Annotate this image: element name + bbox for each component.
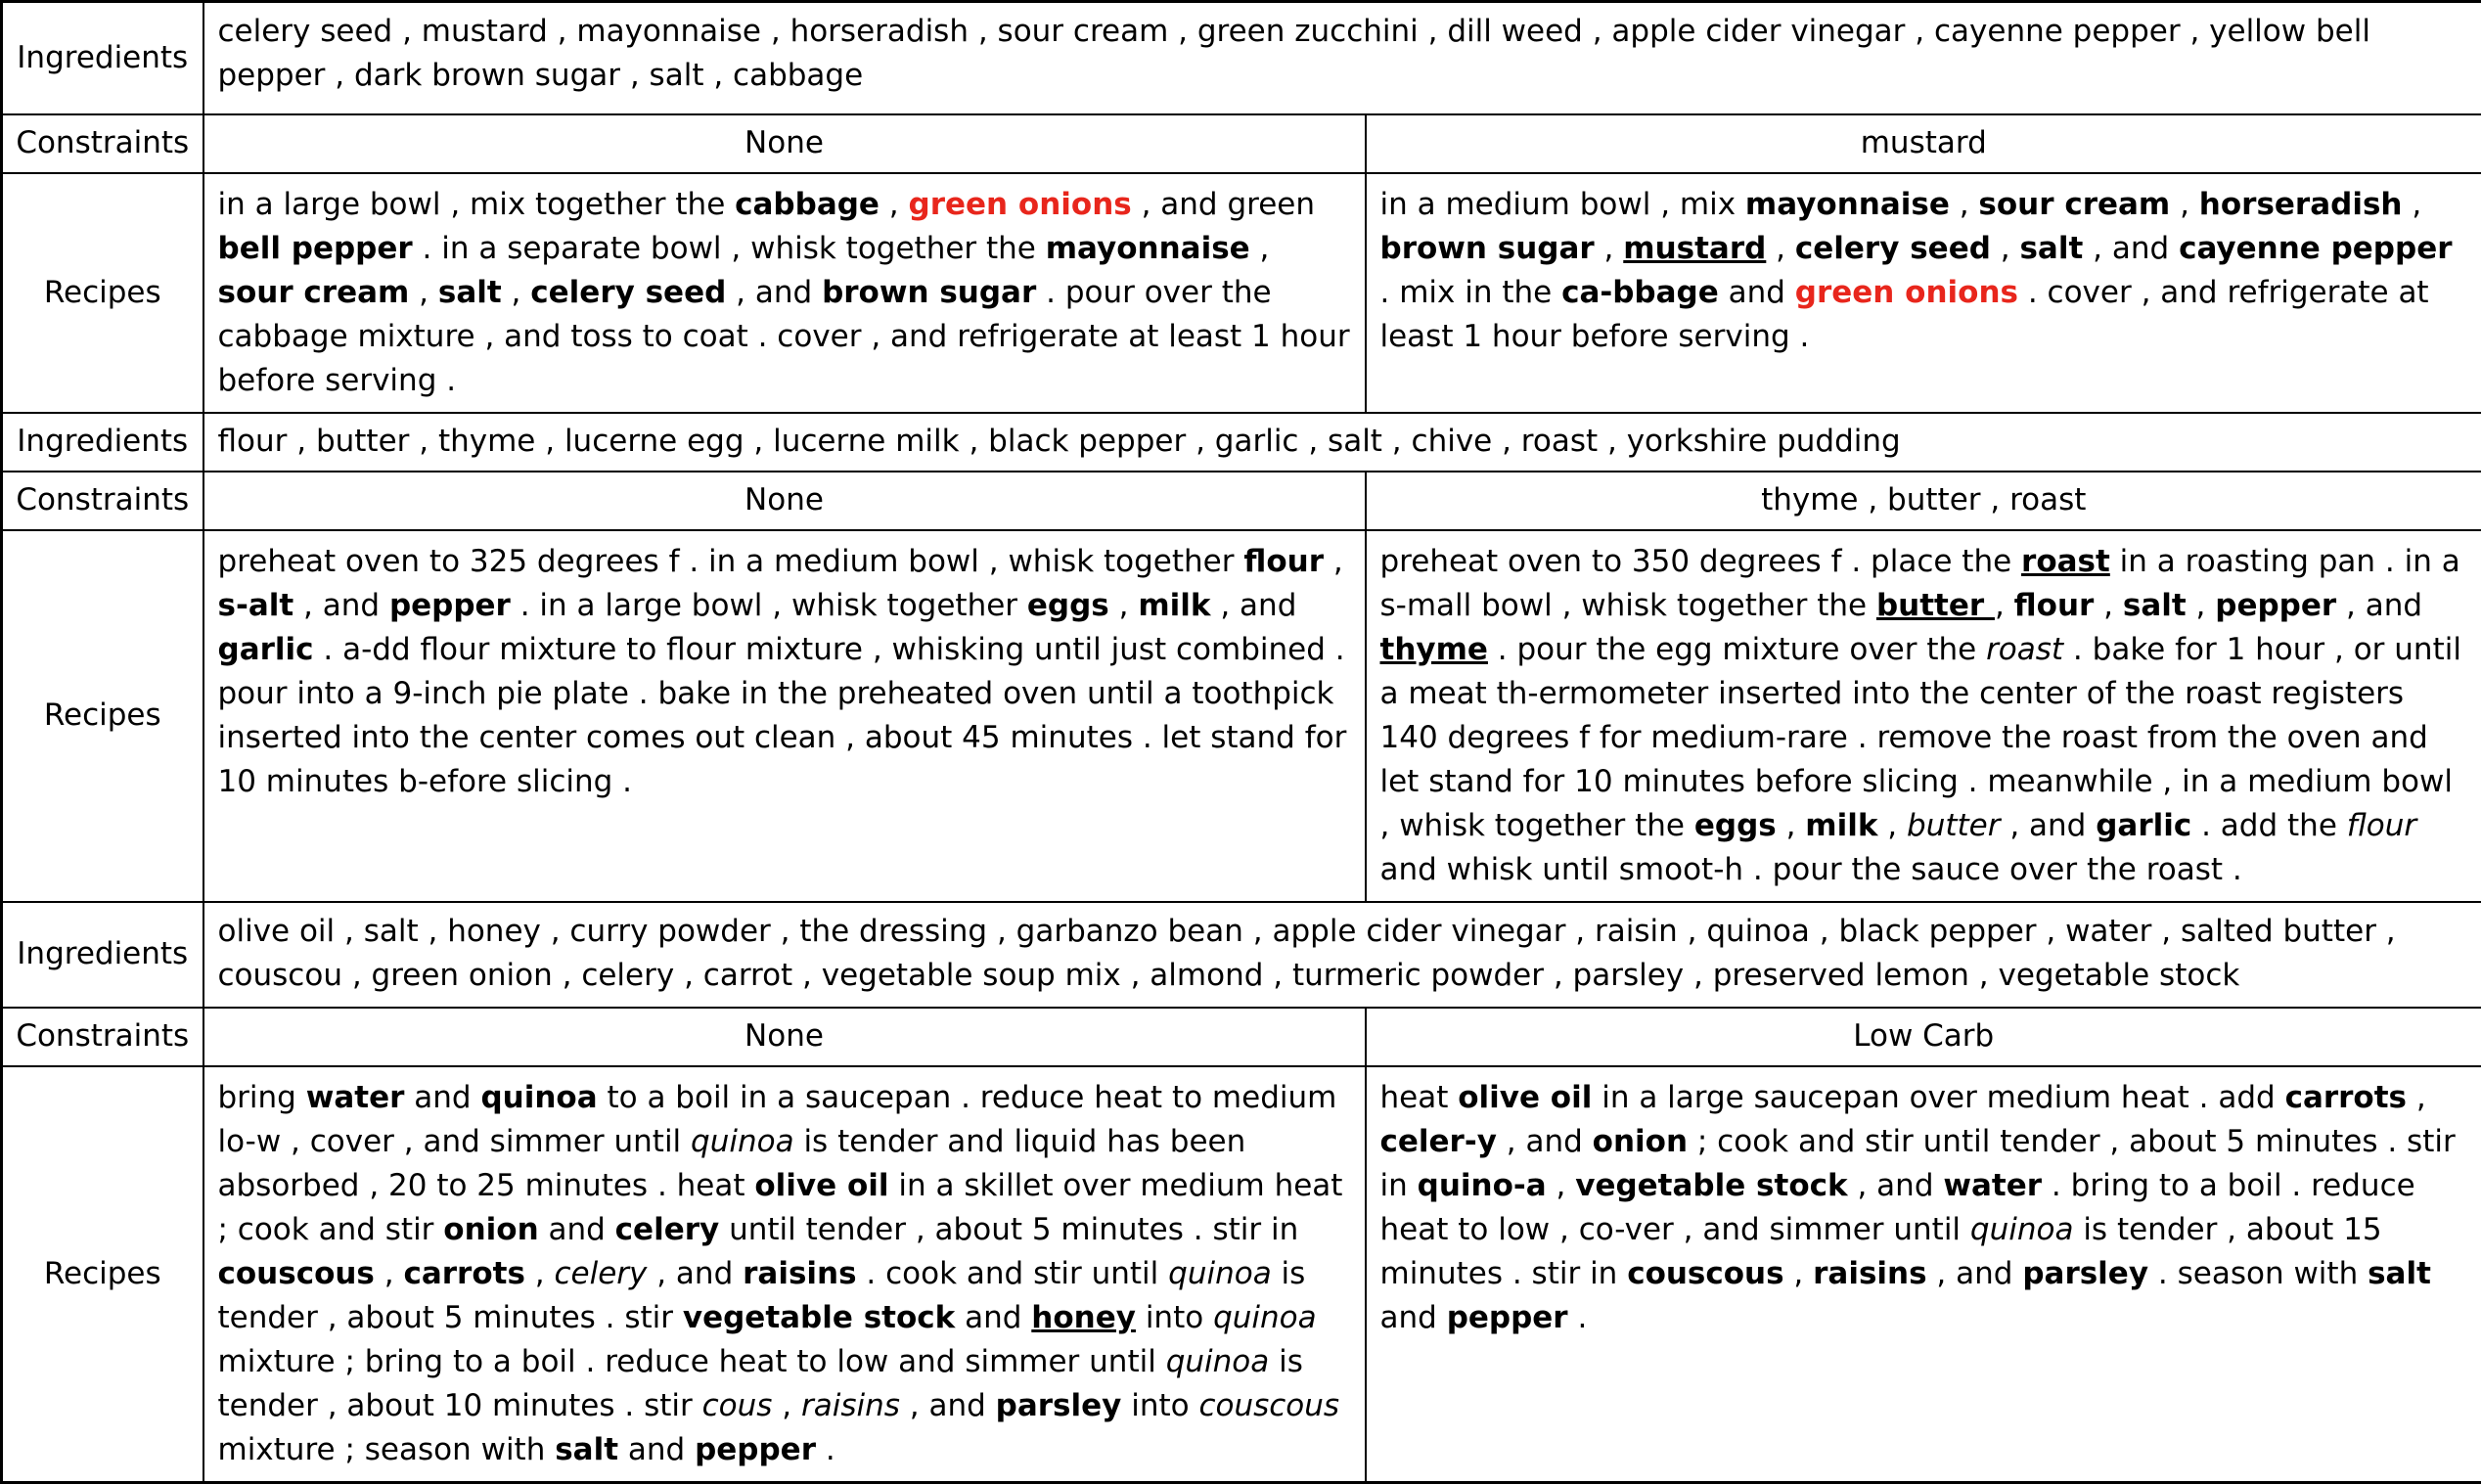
recipe-text: . add the xyxy=(2191,808,2347,843)
ingredient-mention: bell pepper xyxy=(218,231,413,266)
recipe-text: . xyxy=(816,1432,835,1467)
recipe-text: , xyxy=(1877,808,1907,843)
constraint-none: None xyxy=(203,472,1366,530)
ingredient-mention: celer-y xyxy=(1380,1124,1497,1159)
ingredient-mention: carrots xyxy=(2285,1080,2407,1115)
constraints-label: Constraints xyxy=(2,472,203,530)
ingredient-mention: pepper xyxy=(2215,588,2336,623)
recipes-row xyxy=(2,1066,2481,1483)
recipe-text: is tender and liquid has been absorbed , 20 to 25 minutes . heat xyxy=(218,1124,1246,1203)
constraint-ingredient: honey xyxy=(1031,1300,1136,1335)
recipe-text: , xyxy=(1547,1168,1576,1203)
recipe-text: . in a separate bowl , whisk together the xyxy=(413,231,1046,266)
ingredient-mention: quino-a xyxy=(1418,1168,1547,1203)
ingredients-row xyxy=(2,2,2481,114)
recipe-text: and xyxy=(1719,275,1795,310)
recipe-text: , xyxy=(1991,231,2020,266)
ingredients-row xyxy=(2,413,2481,472)
ingredient-mention: horseradish xyxy=(2199,187,2403,222)
ingredient-reference: cous xyxy=(702,1388,773,1423)
recipe-constrained xyxy=(1366,530,2481,902)
recipe-text: in a skillet over medium heat ; cook and stir xyxy=(218,1168,1343,1247)
ingredient-mention: eggs xyxy=(1027,588,1109,623)
recipe-text: . pour the egg mixture over the xyxy=(1488,632,1986,667)
ingredient-reference: quinoa xyxy=(691,1124,794,1159)
ingredient-mention: celery seed xyxy=(1795,231,1991,266)
recipe-text: until tender , about 5 minutes . stir in xyxy=(719,1212,1298,1247)
recipe-text: , xyxy=(1324,544,1343,579)
recipes-row xyxy=(2,530,2481,902)
constraint-ingredient: roast xyxy=(2021,544,2110,579)
recipe-text: , and xyxy=(1497,1124,1593,1159)
ingredient-reference: quinoa xyxy=(1213,1300,1317,1335)
constraint-ingredient: butter xyxy=(1876,588,1995,623)
ingredient-mention: salt xyxy=(2123,588,2187,623)
constraint-value: thyme , butter , roast xyxy=(1366,472,2481,530)
ingredient-reference: roast xyxy=(1986,632,2063,667)
recipe-text: in a medium bowl , mix xyxy=(1380,187,1745,222)
ingredient-mention: salt xyxy=(2019,231,2083,266)
ingredient-mention: parsley xyxy=(2022,1256,2148,1291)
constraint-none: None xyxy=(203,114,1366,173)
ingredient-mention: eggs xyxy=(1694,808,1777,843)
recipe-text: is tender , about 15 minutes . stir in xyxy=(1380,1212,2382,1291)
recipe-text: , and xyxy=(1848,1168,1944,1203)
recipe-text: . mix in the xyxy=(1380,275,1562,310)
recipe-unconstrained xyxy=(203,530,1366,902)
recipes-row xyxy=(2,173,2481,413)
ingredient-mention: parsley xyxy=(996,1388,1122,1423)
recipe-text: , xyxy=(1784,1256,1814,1291)
ingredient-mention: flour xyxy=(2014,588,2095,623)
recipe-text: preheat oven to 325 degrees f . in a medium bowl , whisk together xyxy=(218,544,1244,579)
recipe-text: , and xyxy=(647,1256,743,1291)
recipe-text: and whisk until smoot-h . pour the sauce over the roast . xyxy=(1380,852,2242,887)
constraints-label: Constraints xyxy=(2,114,203,173)
recipe-text: and xyxy=(539,1212,615,1247)
recipe-text: . pour over the cabbage mixture , and toss to coat . cover , and refrigerate at least 1 hour before serving . xyxy=(218,275,1350,398)
ingredient-mention: ca-bbage xyxy=(1561,275,1719,310)
ingredient-mention: salt xyxy=(555,1432,618,1467)
recipe-unconstrained xyxy=(203,173,1366,413)
recipe-constrained xyxy=(1366,173,2481,413)
recipe-text: , and xyxy=(900,1388,996,1423)
recipes-label: Recipes xyxy=(2,1066,203,1483)
ingredient-reference: celery xyxy=(554,1256,647,1291)
ingredient-mention: cayenne pepper xyxy=(2179,231,2452,266)
ingredient-reference: butter xyxy=(1907,808,2000,843)
ingredient-mention: pepper xyxy=(1447,1300,1568,1335)
recipe-text: . xyxy=(1568,1300,1588,1335)
ingredient-mention: brown sugar xyxy=(822,275,1036,310)
recipe-text: in a large bowl , mix together the xyxy=(218,187,736,222)
recipes-label: Recipes xyxy=(2,530,203,902)
ingredient-mention: olive oil xyxy=(754,1168,888,1203)
ingredient-mention: raisins xyxy=(743,1256,856,1291)
recipe-text: into xyxy=(1136,1300,1213,1335)
ingredient-reference: quinoa xyxy=(1970,1212,2074,1247)
ingredient-mention: sour cream xyxy=(218,275,410,310)
recipe-text: heat xyxy=(1380,1080,1459,1115)
recipe-text: , xyxy=(772,1388,801,1423)
recipe-text: bring xyxy=(218,1080,306,1115)
recipe-text: , xyxy=(1995,588,2014,623)
recipe-text: , xyxy=(502,275,531,310)
recipe-text: , xyxy=(2407,1080,2426,1115)
recipe-text: ; cook and stir until tender , about 5 minutes . stir in xyxy=(1380,1124,2456,1203)
ingredient-mention: celery seed xyxy=(530,275,726,310)
ingredient-mention: pepper xyxy=(389,588,511,623)
ingredient-mention: mayonnaise xyxy=(1046,231,1250,266)
recipe-text: , and xyxy=(1927,1256,2023,1291)
ingredient-mention: water xyxy=(306,1080,405,1115)
ingredient-mention: garlic xyxy=(2096,808,2191,843)
recipe-constrained xyxy=(1366,1066,2481,1483)
ingredient-mention: cabbage xyxy=(735,187,880,222)
recipe-text: . cook and stir until xyxy=(857,1256,1169,1291)
constraint-ingredient: thyme xyxy=(1380,632,1488,667)
ingredient-mention: salt xyxy=(2368,1256,2431,1291)
recipe-text: , xyxy=(2402,187,2421,222)
recipe-text: in a large saucepan over medium heat . add xyxy=(1592,1080,2284,1115)
recipe-text: , xyxy=(409,275,438,310)
recipes-label: Recipes xyxy=(2,173,203,413)
recipe-text: preheat oven to 350 degrees f . place the xyxy=(1380,544,2022,579)
recipe-text: . season with xyxy=(2148,1256,2368,1291)
recipe-text: and xyxy=(1380,1300,1447,1335)
recipe-unconstrained xyxy=(203,1066,1366,1483)
ingredient-mention: onion xyxy=(443,1212,538,1247)
recipe-text: , and xyxy=(1210,588,1296,623)
ingredients-list: celery seed , mustard , mayonnaise , horseradish , sour cream , green zucchini , dill weed , apple cider vinegar , cayenne pepper , yellow bell pepper , dark brown sugar , salt , cabbage xyxy=(203,2,2481,114)
recipe-text: , and xyxy=(2000,808,2096,843)
ingredient-mention: sour cream xyxy=(1978,187,2170,222)
ingredient-mention: couscous xyxy=(218,1256,375,1291)
recipe-text: . cover , and refrigerate at least 1 hour before serving . xyxy=(1380,275,2429,354)
ingredients-list: olive oil , salt , honey , curry powder , the dressing , garbanzo bean , apple cider vinegar , raisin , quinoa , black pepper , water , salted butter , couscou , green onion , celery , carrot , vegetable soup mix , almond , turmeric powder , parsley , preserved lemon , vegetable stock xyxy=(203,902,2481,1008)
recipe-text: , xyxy=(1777,808,1806,843)
recipe-text: , and green xyxy=(1132,187,1315,222)
recipe-text: and xyxy=(618,1432,695,1467)
recipe-text: , xyxy=(1950,187,1979,222)
ingredient-mention: mayonnaise xyxy=(1745,187,1950,222)
ingredients-label: Ingredients xyxy=(2,2,203,114)
recipe-text: , xyxy=(1250,231,1270,266)
recipe-text: . bring to a boil . reduce heat to low , co-ver , and simmer until xyxy=(1380,1168,2415,1247)
ingredients-label: Ingredients xyxy=(2,413,203,472)
hallucinated-ingredient: green onions xyxy=(1795,275,2018,310)
recipe-text: , and xyxy=(293,588,389,623)
recipe-text: and xyxy=(955,1300,1031,1335)
recipe-text: in a roasting pan . in a s-mall bowl , whisk together the xyxy=(1380,544,2460,623)
ingredient-mention: vegetable stock xyxy=(1575,1168,1847,1203)
ingredient-reference: quinoa xyxy=(1168,1256,1272,1291)
recipe-text: , and xyxy=(726,275,822,310)
ingredient-reference: couscous xyxy=(1198,1388,1339,1423)
recipe-text: , xyxy=(1766,231,1795,266)
constraint-value: Low Carb xyxy=(1366,1008,2481,1066)
ingredient-mention: brown sugar xyxy=(1380,231,1595,266)
recipe-text: , xyxy=(375,1256,404,1291)
ingredients-label: Ingredients xyxy=(2,902,203,1008)
recipe-text: . a-dd flour mixture to flour mixture , whisking until just combined . pour into a 9-inch pie plate . bake in the preheated oven until a toothpick inserted into the center comes out clean , about 45 minutes . let stand for 10 minutes b-efore slicing . xyxy=(218,632,1347,799)
ingredient-reference: raisins xyxy=(801,1388,900,1423)
ingredient-mention: olive oil xyxy=(1458,1080,1592,1115)
recipe-text: , xyxy=(2094,588,2123,623)
ingredient-reference: flour xyxy=(2347,808,2416,843)
recipe-text: , and xyxy=(2083,231,2179,266)
ingredient-mention: garlic xyxy=(218,632,314,667)
ingredient-mention: salt xyxy=(438,275,502,310)
ingredient-mention: onion xyxy=(1593,1124,1688,1159)
recipe-text: is tender , about 10 minutes . stir xyxy=(218,1344,1303,1423)
recipe-text: mixture ; bring to a boil . reduce heat to low and simmer until xyxy=(218,1344,1166,1379)
recipe-text: into xyxy=(1121,1388,1198,1423)
constraint-value: mustard xyxy=(1366,114,2481,173)
recipe-text: and xyxy=(404,1080,480,1115)
recipe-text: . bake for 1 hour , or until a meat th-ermometer inserted into the center of the roast registers 140 degrees f for medium-rare . remove the roast from the oven and let stand for 10 minutes before slicing . meanwhile , in a medium bowl , whisk together the xyxy=(1380,632,2461,843)
recipe-text: , xyxy=(1109,588,1139,623)
hallucinated-ingredient: green onions xyxy=(909,187,1132,222)
constraint-ingredient: mustard xyxy=(1623,231,1766,266)
ingredient-mention: pepper xyxy=(695,1432,816,1467)
recipe-text: mixture ; season with xyxy=(218,1432,556,1467)
ingredient-reference: quinoa xyxy=(1166,1344,1270,1379)
recipe-text: , xyxy=(1595,231,1624,266)
ingredient-mention: milk xyxy=(1138,588,1210,623)
ingredient-mention: milk xyxy=(1805,808,1877,843)
ingredients-row xyxy=(2,902,2481,1008)
constraint-none: None xyxy=(203,1008,1366,1066)
recipe-text: , xyxy=(880,187,909,222)
ingredient-mention: s-alt xyxy=(218,588,294,623)
ingredient-mention: couscous xyxy=(1627,1256,1783,1291)
ingredient-mention: flour xyxy=(1243,544,1324,579)
constraints-row xyxy=(2,1008,2481,1066)
recipe-text: . in a large bowl , whisk together xyxy=(511,588,1027,623)
ingredient-mention: raisins xyxy=(1813,1256,1926,1291)
recipe-text: is tender , about 5 minutes . stir xyxy=(218,1256,1306,1335)
ingredient-mention: celery xyxy=(615,1212,720,1247)
recipe-text: , and xyxy=(2336,588,2422,623)
recipe-text: , xyxy=(2170,187,2199,222)
recipe-text: , xyxy=(525,1256,555,1291)
constraints-row xyxy=(2,114,2481,173)
ingredient-mention: vegetable stock xyxy=(683,1300,955,1335)
recipe-text: to a boil in a saucepan . reduce heat to medium lo-w , cover , and simmer until xyxy=(218,1080,1337,1159)
ingredient-mention: carrots xyxy=(403,1256,524,1291)
recipe-text: , xyxy=(2187,588,2216,623)
ingredient-mention: water xyxy=(1943,1168,2042,1203)
constraints-row xyxy=(2,472,2481,530)
ingredients-list: flour , butter , thyme , lucerne egg , lucerne milk , black pepper , garlic , salt , chive , roast , yorkshire pudding xyxy=(203,413,2481,472)
ingredient-mention: quinoa xyxy=(480,1080,597,1115)
constraints-label: Constraints xyxy=(2,1008,203,1066)
